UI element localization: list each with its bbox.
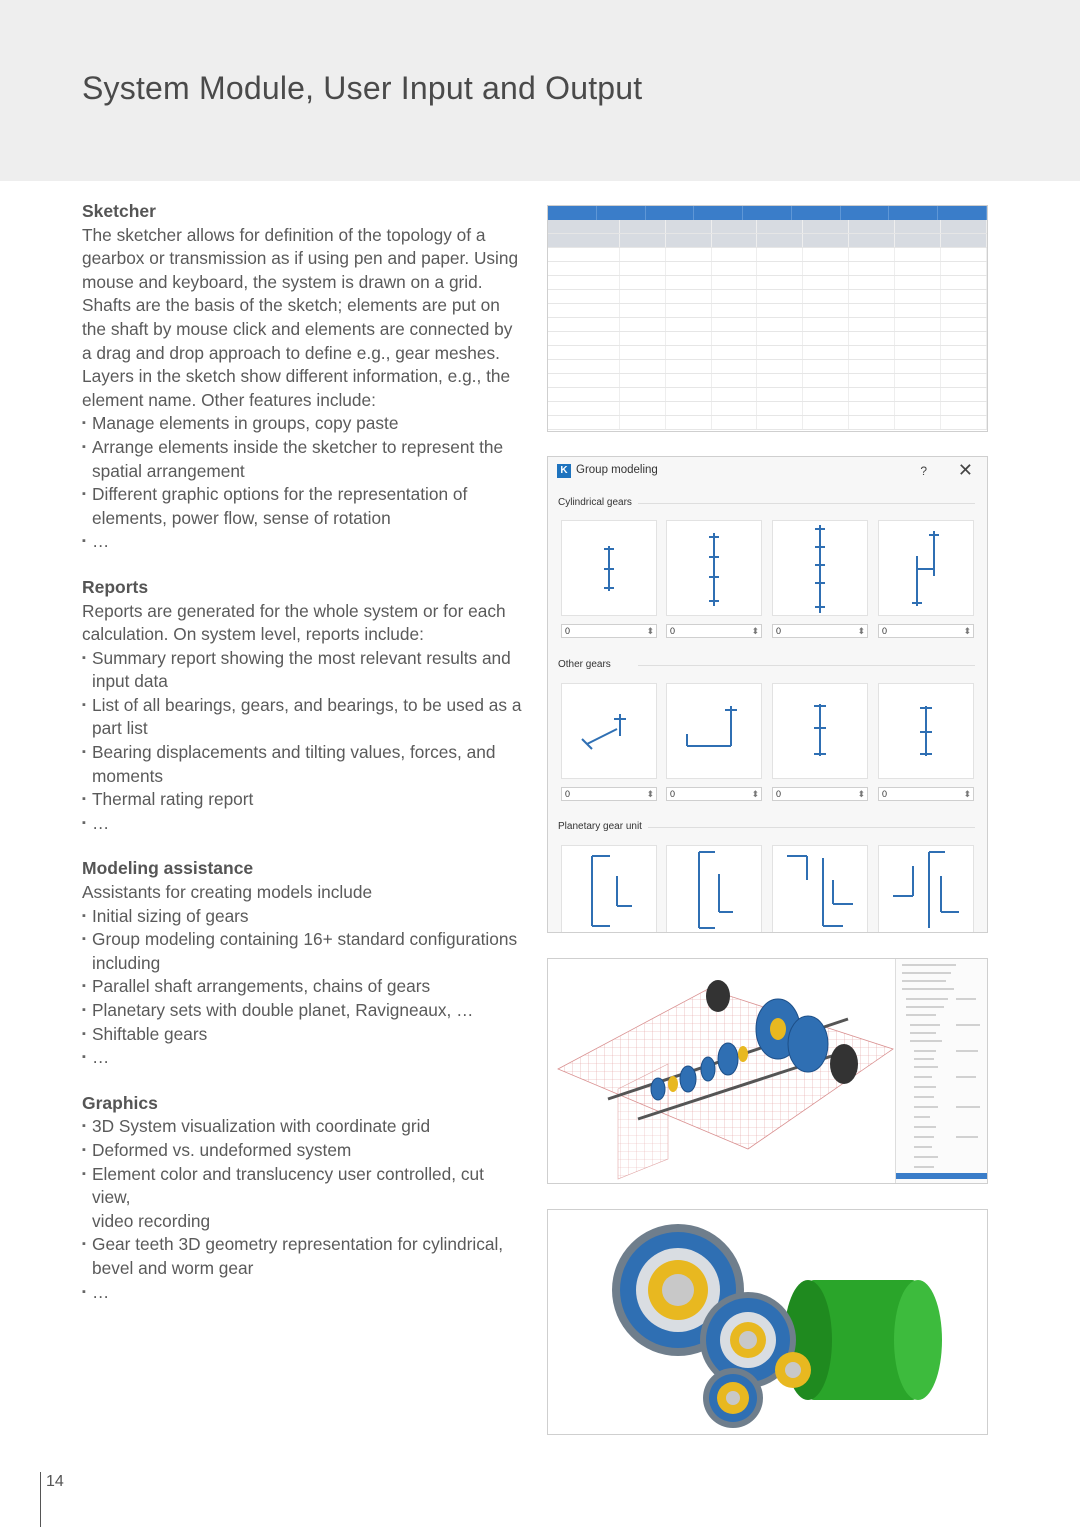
configuration-tile[interactable]	[561, 845, 657, 933]
properties-tree[interactable]	[895, 959, 987, 1184]
group-divider	[648, 827, 975, 828]
table-row	[548, 346, 987, 360]
table-row	[548, 402, 987, 416]
bullet-item: ▪ Shiftable gears	[82, 1023, 527, 1047]
gear-topology-icon	[879, 846, 973, 933]
gear-topology-icon	[773, 521, 867, 615]
section-heading: Modeling assistance	[82, 858, 254, 879]
bullet-list	[82, 412, 527, 554]
section-heading: Reports	[82, 576, 149, 597]
bullet-item: ▪ Planetary sets with double planet, Ravigneaux, …	[82, 999, 527, 1023]
bullet-item: part list	[92, 718, 148, 739]
table-row	[548, 318, 987, 332]
gear-topology-icon	[562, 684, 656, 778]
bullet-item: ▪ Parallel shaft arrangements, chains of gears	[82, 975, 527, 999]
section-sketcher	[82, 200, 527, 554]
help-button[interactable]: ?	[920, 464, 927, 478]
gear-topology-icon	[773, 684, 867, 778]
body-text-line: Shafts are the basis of the sketch; elements are put on	[82, 295, 500, 316]
3d-gear-render	[547, 1209, 988, 1435]
table-body	[548, 220, 987, 430]
group-label-cylindrical: Cylindrical gears	[558, 497, 632, 508]
gear-topology-icon	[773, 846, 867, 933]
bullet-list	[82, 647, 527, 836]
table-row	[548, 332, 987, 346]
gear-topology-icon	[562, 521, 656, 615]
gear-topology-icon	[667, 684, 761, 778]
quantity-stepper[interactable]: 0 ⬍	[561, 787, 657, 801]
bullet-list	[82, 1115, 527, 1304]
table-row	[548, 276, 987, 290]
section-heading: Graphics	[82, 1092, 158, 1113]
text-column	[82, 200, 527, 1326]
bullet-item: ▪ …	[82, 1281, 527, 1305]
bullet-item: bevel and worm gear	[92, 1257, 254, 1278]
tree-lines	[896, 959, 988, 1184]
table-row	[548, 388, 987, 402]
quantity-stepper[interactable]: 0 ⬍	[666, 624, 762, 638]
configuration-tile[interactable]	[878, 520, 974, 616]
bullet-item: ▪ Bearing displacements and tilting values, forces, and	[82, 741, 527, 765]
section-graphics	[82, 1092, 527, 1304]
table-row	[548, 248, 987, 262]
gear-assembly-graphic	[548, 1210, 987, 1434]
table-row	[548, 304, 987, 318]
results-table-screenshot	[547, 205, 988, 432]
configuration-tile[interactable]	[878, 683, 974, 779]
body-text-line: gearbox or transmission as if using pen and paper. Using	[82, 248, 519, 269]
page-number: 14	[46, 1473, 64, 1490]
quantity-stepper[interactable]: 0 ⬍	[878, 624, 974, 638]
bullet-item: ▪ Element color and translucency user controlled, cut view,	[82, 1163, 527, 1210]
table-row	[548, 262, 987, 276]
bullet-item: ▪ …	[82, 1046, 527, 1070]
bullet-item: ▪ Summary report showing the most relevant results and	[82, 647, 527, 671]
page-number-rule	[40, 1472, 41, 1527]
configuration-tile[interactable]	[666, 520, 762, 616]
bullet-item: moments	[92, 765, 164, 786]
table-header	[548, 206, 987, 220]
bullet-item: ▪ Arrange elements inside the sketcher to represent the	[82, 436, 527, 460]
body-text-line: Reports are generated for the whole system or for each	[82, 600, 506, 621]
configuration-tile[interactable]	[878, 845, 974, 933]
table-row	[548, 234, 987, 248]
dialog-title: Group modeling	[576, 464, 658, 476]
configuration-tile[interactable]	[666, 845, 762, 933]
bullet-item: ▪ Gear teeth 3D geometry representation for cylindrical,	[82, 1233, 527, 1257]
quantity-stepper[interactable]: 0 ⬍	[561, 624, 657, 638]
configuration-tile[interactable]	[561, 683, 657, 779]
group-modeling-dialog	[547, 456, 988, 933]
close-button[interactable]: ✕	[957, 460, 973, 480]
configuration-tile[interactable]	[561, 520, 657, 616]
body-text-line: element name. Other features include:	[82, 389, 376, 410]
configuration-tile[interactable]	[772, 520, 868, 616]
gear-topology-icon	[562, 846, 656, 933]
bullet-item: spatial arrangement	[92, 460, 245, 481]
bullet-item: ▪ List of all bearings, gears, and bearings, to be used as a	[82, 694, 527, 718]
body-text-line: calculation. On system level, reports include:	[82, 624, 424, 645]
page-title: System Module, User Input and Output	[82, 70, 643, 106]
body-text-line: mouse and keyboard, the system is drawn on a grid.	[82, 271, 483, 292]
configuration-tile[interactable]	[772, 845, 868, 933]
body-text-line: Layers in the sketch show different information, e.g., the	[82, 366, 511, 387]
bullet-item: ▪ Group modeling containing 16+ standard configurations	[82, 928, 527, 952]
quantity-stepper[interactable]: 0 ⬍	[772, 624, 868, 638]
table-row	[548, 374, 987, 388]
bullet-item: ▪ Different graphic options for the representation of	[82, 483, 527, 507]
section-reports	[82, 576, 527, 836]
bullet-item: video recording	[92, 1210, 211, 1231]
3d-system-viewer	[547, 958, 988, 1184]
quantity-stepper[interactable]: 0 ⬍	[878, 787, 974, 801]
quantity-stepper[interactable]: 0 ⬍	[772, 787, 868, 801]
group-divider	[638, 665, 975, 666]
dialog-titlebar	[548, 457, 987, 487]
app-logo-icon: K	[557, 464, 571, 478]
gear-topology-icon	[667, 846, 761, 933]
gear-topology-icon	[879, 521, 973, 615]
table-row	[548, 360, 987, 374]
configuration-tile[interactable]	[666, 683, 762, 779]
body-text-line: a drag and drop approach to define e.g., gear meshes.	[82, 342, 500, 363]
bullet-list	[82, 905, 527, 1070]
group-divider	[638, 503, 975, 504]
3d-grid-scene	[548, 959, 897, 1184]
bullet-item: including	[92, 952, 161, 973]
bullet-item: input data	[92, 671, 168, 692]
body-text-line: Assistants for creating models include	[82, 882, 373, 903]
group-label-planetary: Planetary gear unit	[558, 821, 642, 832]
gear-topology-icon	[879, 684, 973, 778]
body-text-line: the shaft by mouse click and elements are connected by	[82, 318, 513, 339]
table-row	[548, 290, 987, 304]
gear-topology-icon	[667, 521, 761, 615]
body-text-line: The sketcher allows for definition of the topology of a	[82, 224, 486, 245]
bullet-item: ▪ 3D System visualization with coordinate grid	[82, 1115, 527, 1139]
configuration-tile[interactable]	[772, 683, 868, 779]
bullet-item: ▪ …	[82, 812, 527, 836]
table-row	[548, 416, 987, 430]
bullet-item: ▪ Thermal rating report	[82, 788, 527, 812]
section-heading: Sketcher	[82, 201, 156, 221]
bullet-item: elements, power flow, sense of rotation	[92, 507, 391, 528]
bullet-item: ▪ …	[82, 530, 527, 554]
table-row	[548, 220, 987, 234]
group-label-other: Other gears	[558, 659, 611, 670]
bullet-item: ▪ Deformed vs. undeformed system	[82, 1139, 527, 1163]
section-modeling-assistance	[82, 857, 527, 1069]
bullet-item: ▪ Manage elements in groups, copy paste	[82, 412, 527, 436]
bullet-item: ▪ Initial sizing of gears	[82, 905, 527, 929]
quantity-stepper[interactable]: 0 ⬍	[666, 787, 762, 801]
